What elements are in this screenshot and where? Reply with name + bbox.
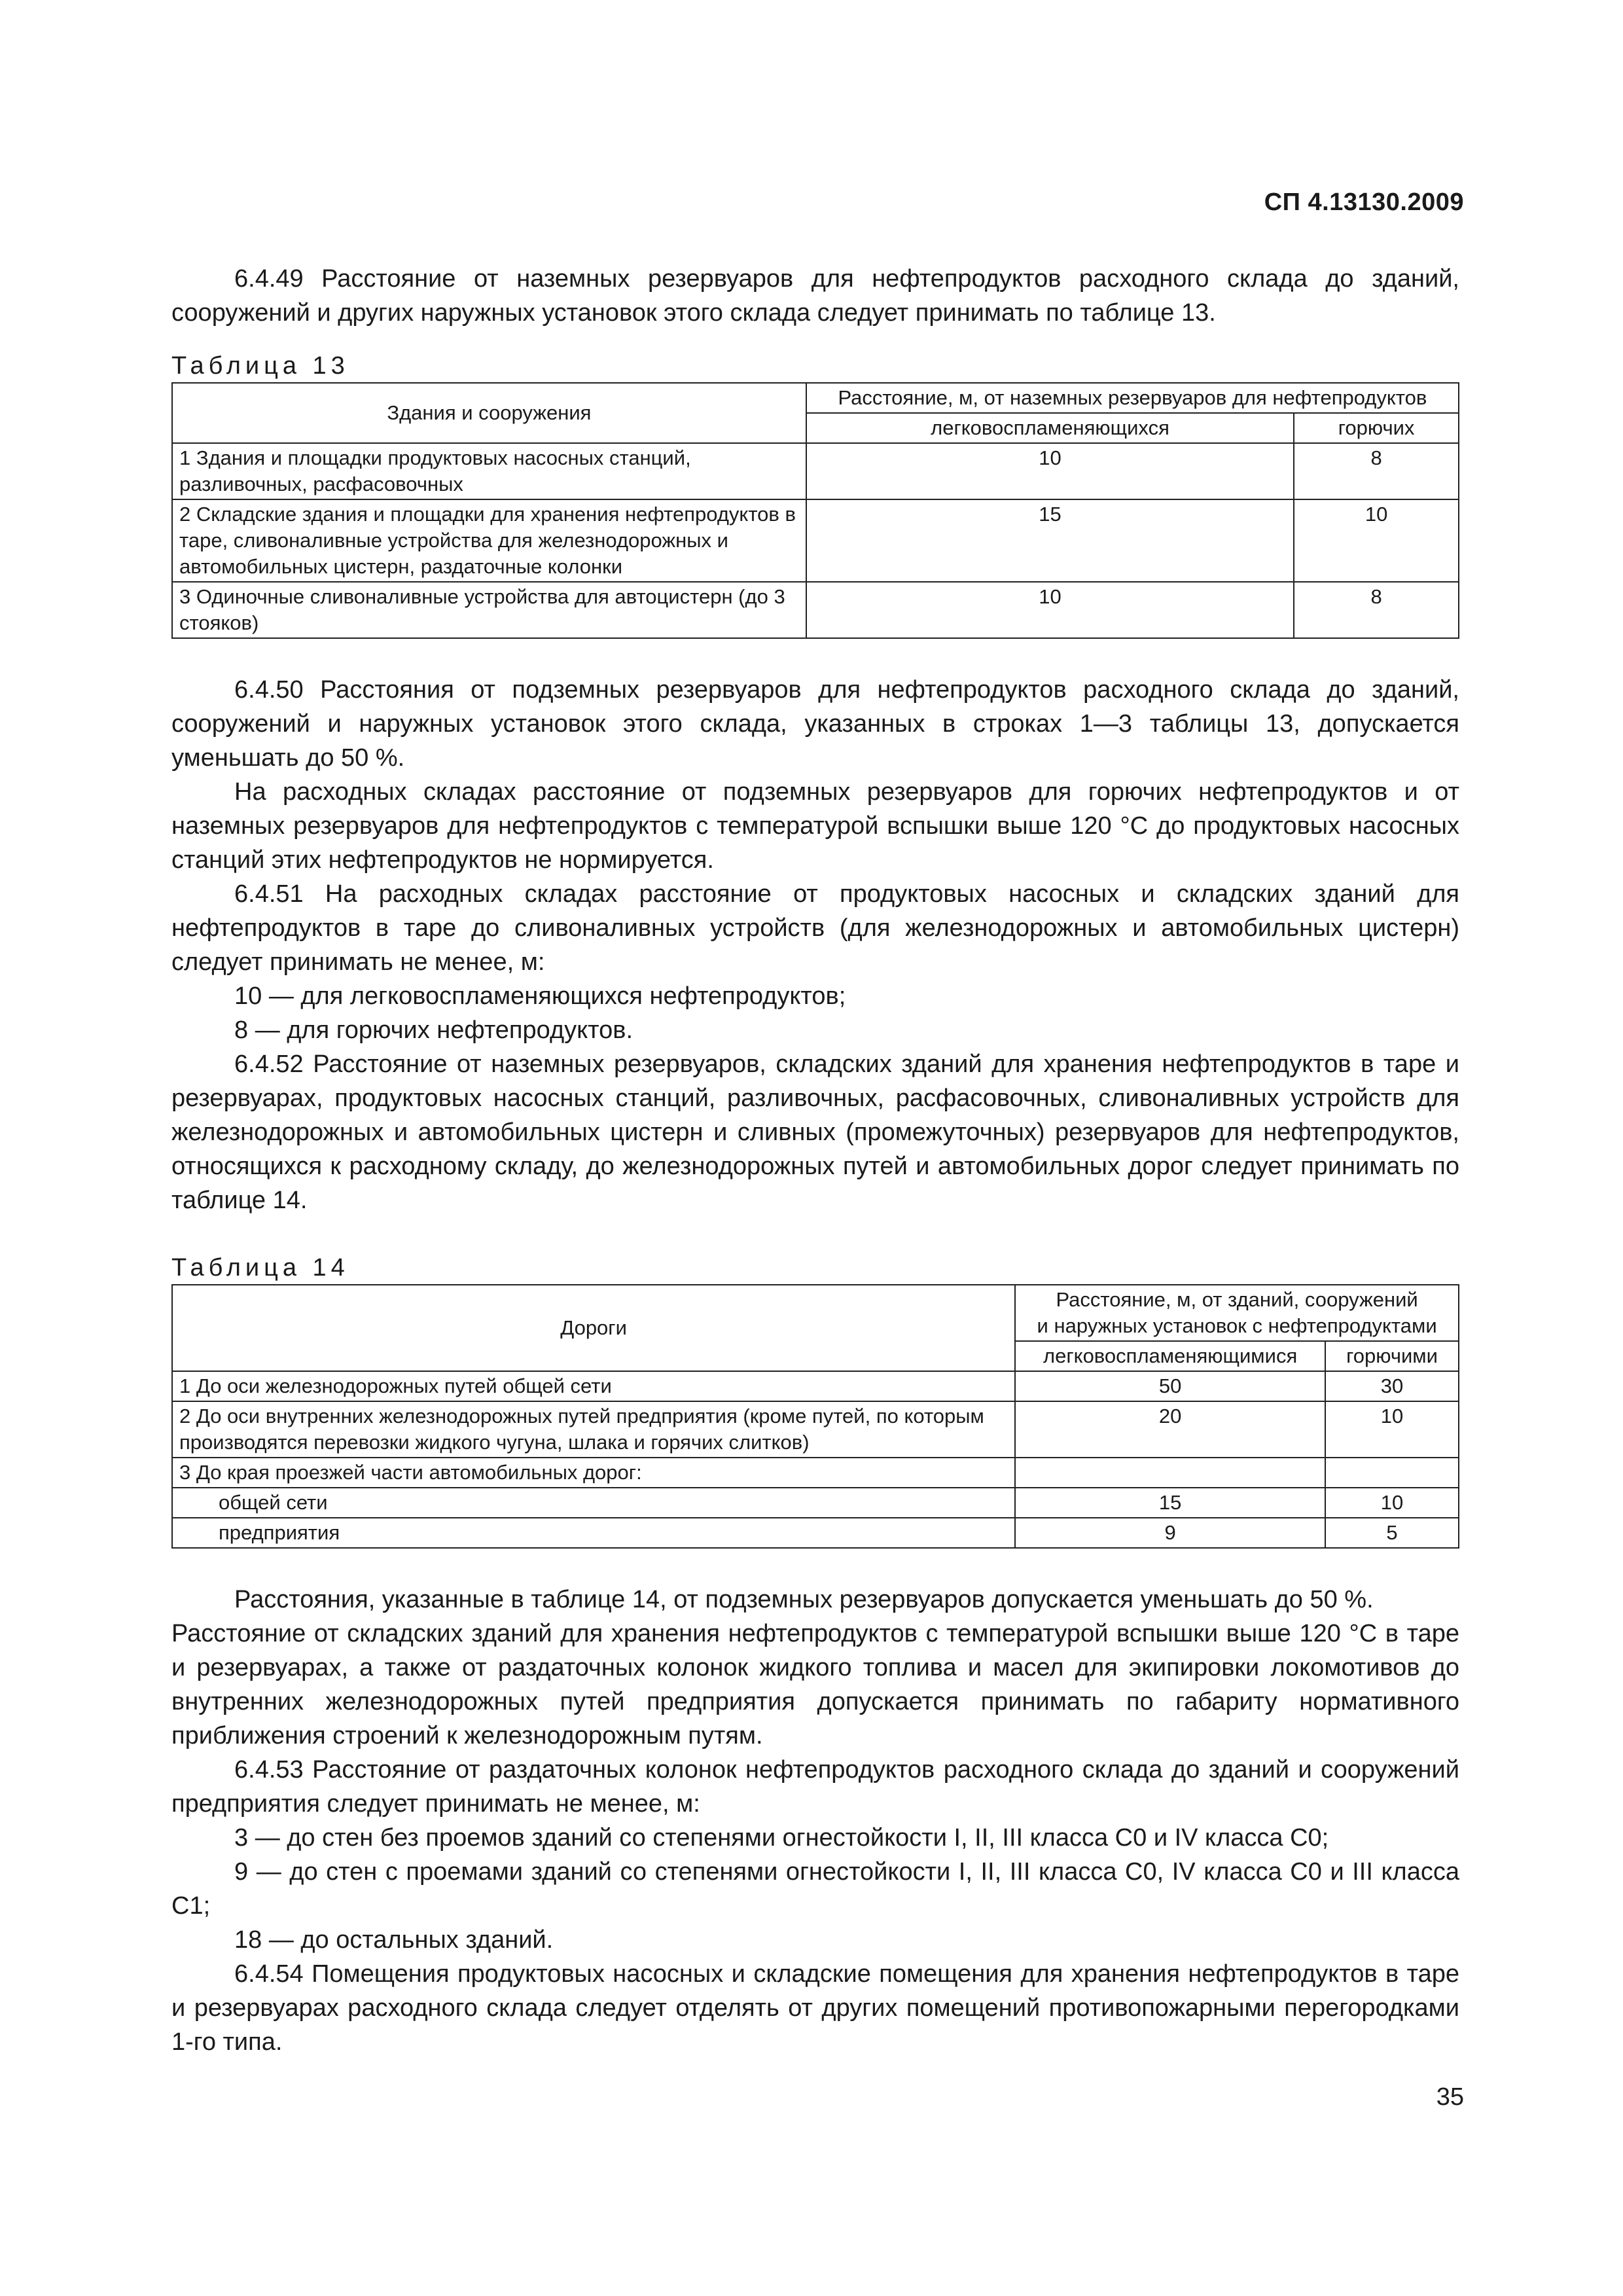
paragraph-6-4-50-b: На расходных складах расстояние от подземных резервуаров для горючих нефтепродуктов и от наземных резервуаров для нефтепродуктов с температурой вспышки выше 120 °С до продуктовых насосных станций этих нефтепродуктов не нормируется. (171, 778, 1459, 874)
table-cell-name: 1 Здания и площадки продуктовых насосных станций, разливочных, расфасовочных (172, 443, 806, 499)
table-row (172, 1401, 1459, 1458)
table-row (172, 1371, 1459, 1401)
table-14-header-row (172, 1285, 1459, 1341)
table-14-group-header (1015, 1285, 1459, 1341)
table-row (172, 443, 1459, 499)
table-cell-value (1015, 1458, 1325, 1488)
table-14 (171, 1284, 1459, 1549)
table-cell-value: 5 (1325, 1518, 1459, 1548)
table-cell-value: 15 (806, 499, 1294, 582)
paragraph-6-4-53-item-b: 9 — до стен с проемами зданий со степенями огнестойкости I, II, III класса С0, IV класса С0 и III класса С1; (171, 1858, 1459, 1920)
paragraph-6-4-53-item-a: 3 — до стен без проемов зданий со степенями огнестойкости I, II, III класса С0 и IV класса С0; (234, 1824, 1329, 1852)
table-row (172, 1518, 1459, 1548)
table-cell-value: 8 (1294, 582, 1459, 638)
table-cell-value: 10 (806, 582, 1294, 638)
table-cell-value: 30 (1325, 1371, 1459, 1401)
table-14-col-roads: Дороги (172, 1285, 1015, 1371)
paragraph-table-14-note: Расстояния, указанные в таблице 14, от подземных резервуаров допускается уменьшать до 50 %. (234, 1586, 1374, 1613)
table-cell-value: 20 (1015, 1401, 1325, 1458)
table-cell-name: общей сети (172, 1488, 1015, 1518)
table-13-col-flammable: легковоспламеняющихся (806, 413, 1294, 443)
paragraph-table-14-note-b: Расстояние от складских зданий для хранения нефтепродуктов с температурой вспышки выше 120 °С в таре и резервуарах, а также от раздаточных колонок жидкого топлива и масел для экипировки локомотивов до внутренних железнодорожных путей предприятия допускается принимать по габариту нормативного приближения строений к железнодорожным путям. (171, 1620, 1459, 1749)
paragraph-6-4-51: 6.4.51 На расходных складах расстояние от продуктовых насосных и складских зданий для нефтепродуктов в таре до сливоналивных устройств (для железнодорожных и автомобильных цистерн) следует принимать не менее, м: (171, 880, 1459, 976)
paragraph-6-4-49: 6.4.49 Расстояние от наземных резервуаров для нефтепродуктов расходного склада до зданий, сооружений и других наружных установок этого склада следует принимать по таблице 13. (171, 265, 1459, 327)
table-cell-value: 15 (1015, 1488, 1325, 1518)
table-13-col-combustible: горючих (1294, 413, 1459, 443)
table-13-header-row (172, 383, 1459, 413)
page-content (171, 262, 1459, 2059)
table-cell-value: 50 (1015, 1371, 1325, 1401)
table-13-caption: Таблица 13 (171, 352, 349, 380)
table-row (172, 1458, 1459, 1488)
table-cell-value: 10 (1294, 499, 1459, 582)
table-13 (171, 382, 1459, 639)
paragraph-6-4-54: 6.4.54 Помещения продуктовых насосных и складские помещения для хранения нефтепродуктов в таре и резервуарах расходного склада следует отделять от других помещений противопожарными перегородками 1-го типа. (171, 1960, 1459, 2056)
table-row (172, 582, 1459, 638)
paragraph-6-4-51-item-b: 8 — для горючих нефтепродуктов. (234, 1016, 633, 1044)
paragraph-6-4-50: 6.4.50 Расстояния от подземных резервуаров для нефтепродуктов расходного склада до зданий, сооружений и наружных установок этого склада, указанных в строках 1—3 таблицы 13, допускается уменьшать до 50 %. (171, 676, 1459, 772)
paragraph-6-4-53: 6.4.53 Расстояние от раздаточных колонок нефтепродуктов расходного склада до зданий и сооружений предприятия следует принимать не менее, м: (171, 1756, 1459, 1818)
page-number: 35 (1436, 2083, 1464, 2111)
table-row (172, 1488, 1459, 1518)
table-cell-value: 9 (1015, 1518, 1325, 1548)
paragraph-6-4-53-item-c: 18 — до остальных зданий. (234, 1926, 554, 1954)
table-cell-value: 10 (1325, 1488, 1459, 1518)
table-14-group-header-line2: и наружных установок с нефтепродуктами (1037, 1314, 1437, 1337)
table-cell-name: 1 До оси железнодорожных путей общей сети (172, 1371, 1015, 1401)
table-cell-name: 2 Складские здания и площадки для хранения нефтепродуктов в таре, сливоналивные устройства для железнодорожных и автомобильных цистерн, раздаточные колонки (172, 499, 806, 582)
table-cell-value: 10 (1325, 1401, 1459, 1458)
table-13-group-header: Расстояние, м, от наземных резервуаров для нефтепродуктов (806, 383, 1459, 413)
table-14-col-flammable: легковоспламеняющимися (1015, 1341, 1325, 1371)
table-14-col-combustible: горючими (1325, 1341, 1459, 1371)
table-14-group-header-line1: Расстояние, м, от зданий, сооружений (1056, 1288, 1418, 1311)
table-cell-value: 8 (1294, 443, 1459, 499)
table-14-caption: Таблица 14 (171, 1254, 349, 1282)
paragraph-6-4-51-item-a: 10 — для легковоспламеняющихся нефтепродуктов; (234, 982, 846, 1010)
document-code: СП 4.13130.2009 (1264, 188, 1464, 216)
paragraph-6-4-52: 6.4.52 Расстояние от наземных резервуаров, складских зданий для хранения нефтепродуктов в таре и резервуарах, продуктовых насосных станций, разливочных, расфасовочных, сливоналивных устройств для железнодорожных и автомобильных цистерн и сливных (промежуточных) резервуаров для нефтепродуктов, относящихся к расходному складу, до железнодорожных путей и автомобильных дорог следует принимать по таблице 14. (171, 1050, 1459, 1214)
table-cell-name: предприятия (172, 1518, 1015, 1548)
table-cell-name: 3 Одиночные сливоналивные устройства для автоцистерн (до 3 стояков) (172, 582, 806, 638)
table-cell-name: 2 До оси внутренних железнодорожных путей предприятия (кроме путей, по которым производятся перевозки жидкого чугуна, шлака и горячих слитков) (172, 1401, 1015, 1458)
table-row (172, 499, 1459, 582)
table-cell-name: 3 До края проезжей части автомобильных дорог: (172, 1458, 1015, 1488)
table-13-col-buildings: Здания и сооружения (172, 383, 806, 443)
table-cell-value: 10 (806, 443, 1294, 499)
table-cell-value (1325, 1458, 1459, 1488)
